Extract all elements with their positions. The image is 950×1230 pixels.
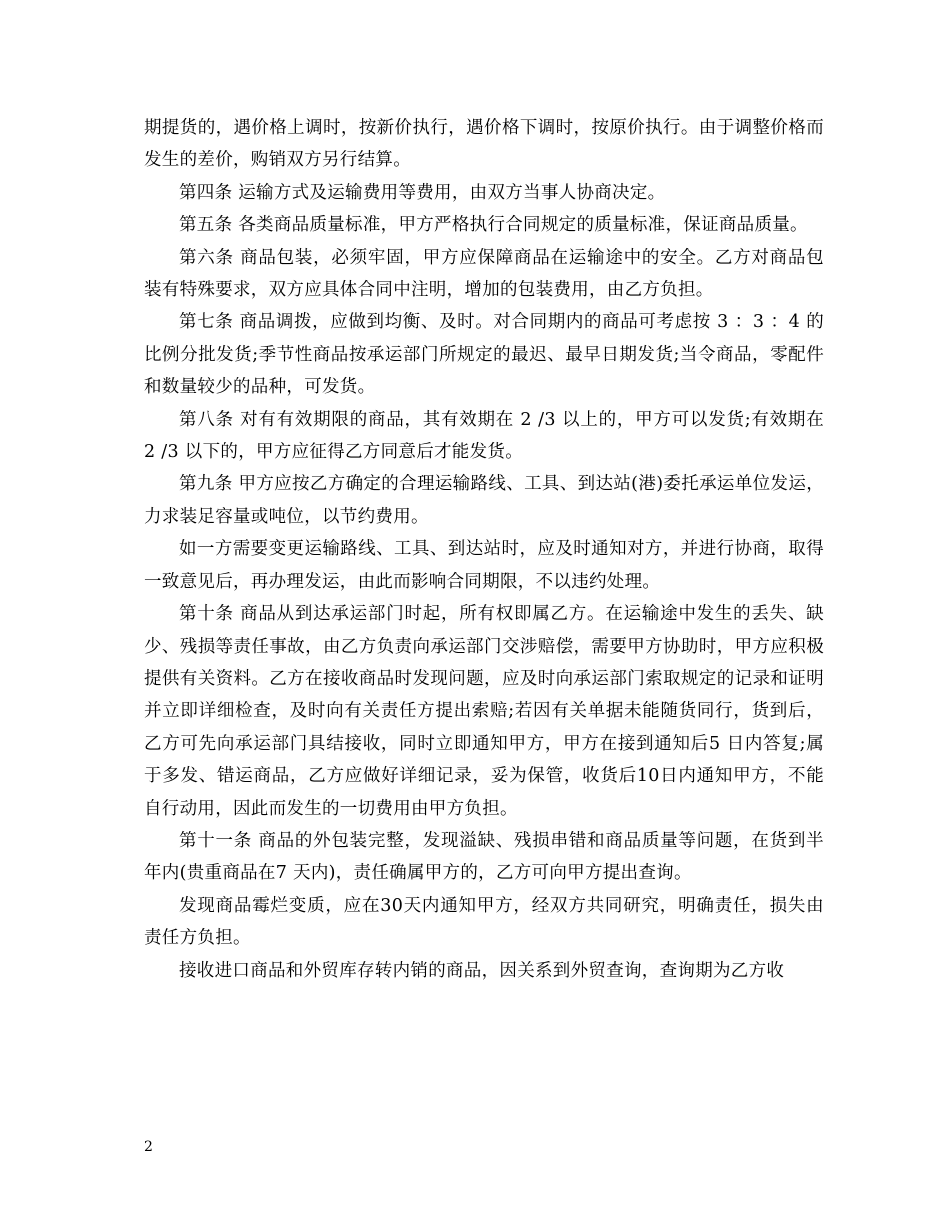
- paragraph-article-7: 第七条 商品调拨，应做到均衡、及时。对合同期内的商品可考虑按 3 ：3 ：4 的比例分批发货;季节性商品按承运部门所规定的最迟、最早日期发货;当令商品，零配件和数量较少的品种，可发货。: [144, 312, 824, 398]
- paragraph-article-5: 第五条 各类商品质量标准，甲方严格执行合同规定的质量标准，保证商品质量。: [179, 215, 808, 236]
- paragraph-article-9: 第九条 甲方应按乙方确定的合理运输路线、工具、到达站(港)委托承运单位发运，力求装足容量或吨位，以节约费用。: [144, 474, 824, 527]
- document-body: [144, 112, 824, 987]
- page-number: 2: [144, 1139, 153, 1155]
- paragraph-article-11: 第十一条 商品的外包装完整，发现溢缺、残损串错和商品质量等问题，在货到半年内(贵重商品在7 天内)，责任确属甲方的，乙方可向甲方提出查询。: [144, 830, 824, 884]
- paragraph-route-change: 如一方需要变更运输路线、工具、到达站时，应及时通知对方，并进行协商，取得一致意见后，再办理发运，由此而影响合同期限，不以违约处理。: [144, 539, 824, 592]
- paragraph-article-10: 第十条 商品从到达承运部门时起，所有权即属乙方。在运输途中发生的丢失、缺少、残损等责任事故，由乙方负责向承运部门交涉赔偿，需要甲方协助时，甲方应积极提供有关资料。乙方在接收商品时发现问题，应及时向承运部门索取规定的记录和证明并立即详细检查，及时向有关责任方提出索赔;若因有关单据未能随货同行，货到后，乙方可先向承运部门具结接收，同时立即通知甲方，甲方在接到通知后5 日内答复;属于多发、错运商品，乙方应做好详细记录，妥为保管，收货后10日内通知甲方，不能自行动用，因此而发生的一切费用由甲方负担。: [144, 604, 824, 819]
- paragraph-article-4: 第四条 运输方式及运输费用等费用，由双方当事人协商决定。: [179, 182, 666, 203]
- paragraph-article-6: 第六条 商品包装，必须牢固，甲方应保障商品在运输途中的安全。乙方对商品包装有特殊要求，双方应具体合同中注明，增加的包装费用，由乙方负担。: [144, 247, 824, 301]
- paragraph-spoilage: 发现商品霉烂变质，应在30天内通知甲方，经双方共同研究，明确责任，损失由责任方负担。: [144, 895, 824, 949]
- paragraph-import-goods: 接收进口商品和外贸库存转内销的商品，因关系到外贸查询，查询期为乙方收: [179, 960, 785, 981]
- paragraph-article-8: 第八条 对有有效期限的商品，其有效期在 2 /3 以上的，甲方可以发货;有效期在 2 /3 以下的，甲方应征得乙方同意后才能发货。: [144, 409, 824, 463]
- paragraph-price-adjustment: 期提货的，遇价格上调时，按新价执行，遇价格下调时，按原价执行。由于调整价格而发生的差价，购销双方另行结算。: [144, 118, 824, 171]
